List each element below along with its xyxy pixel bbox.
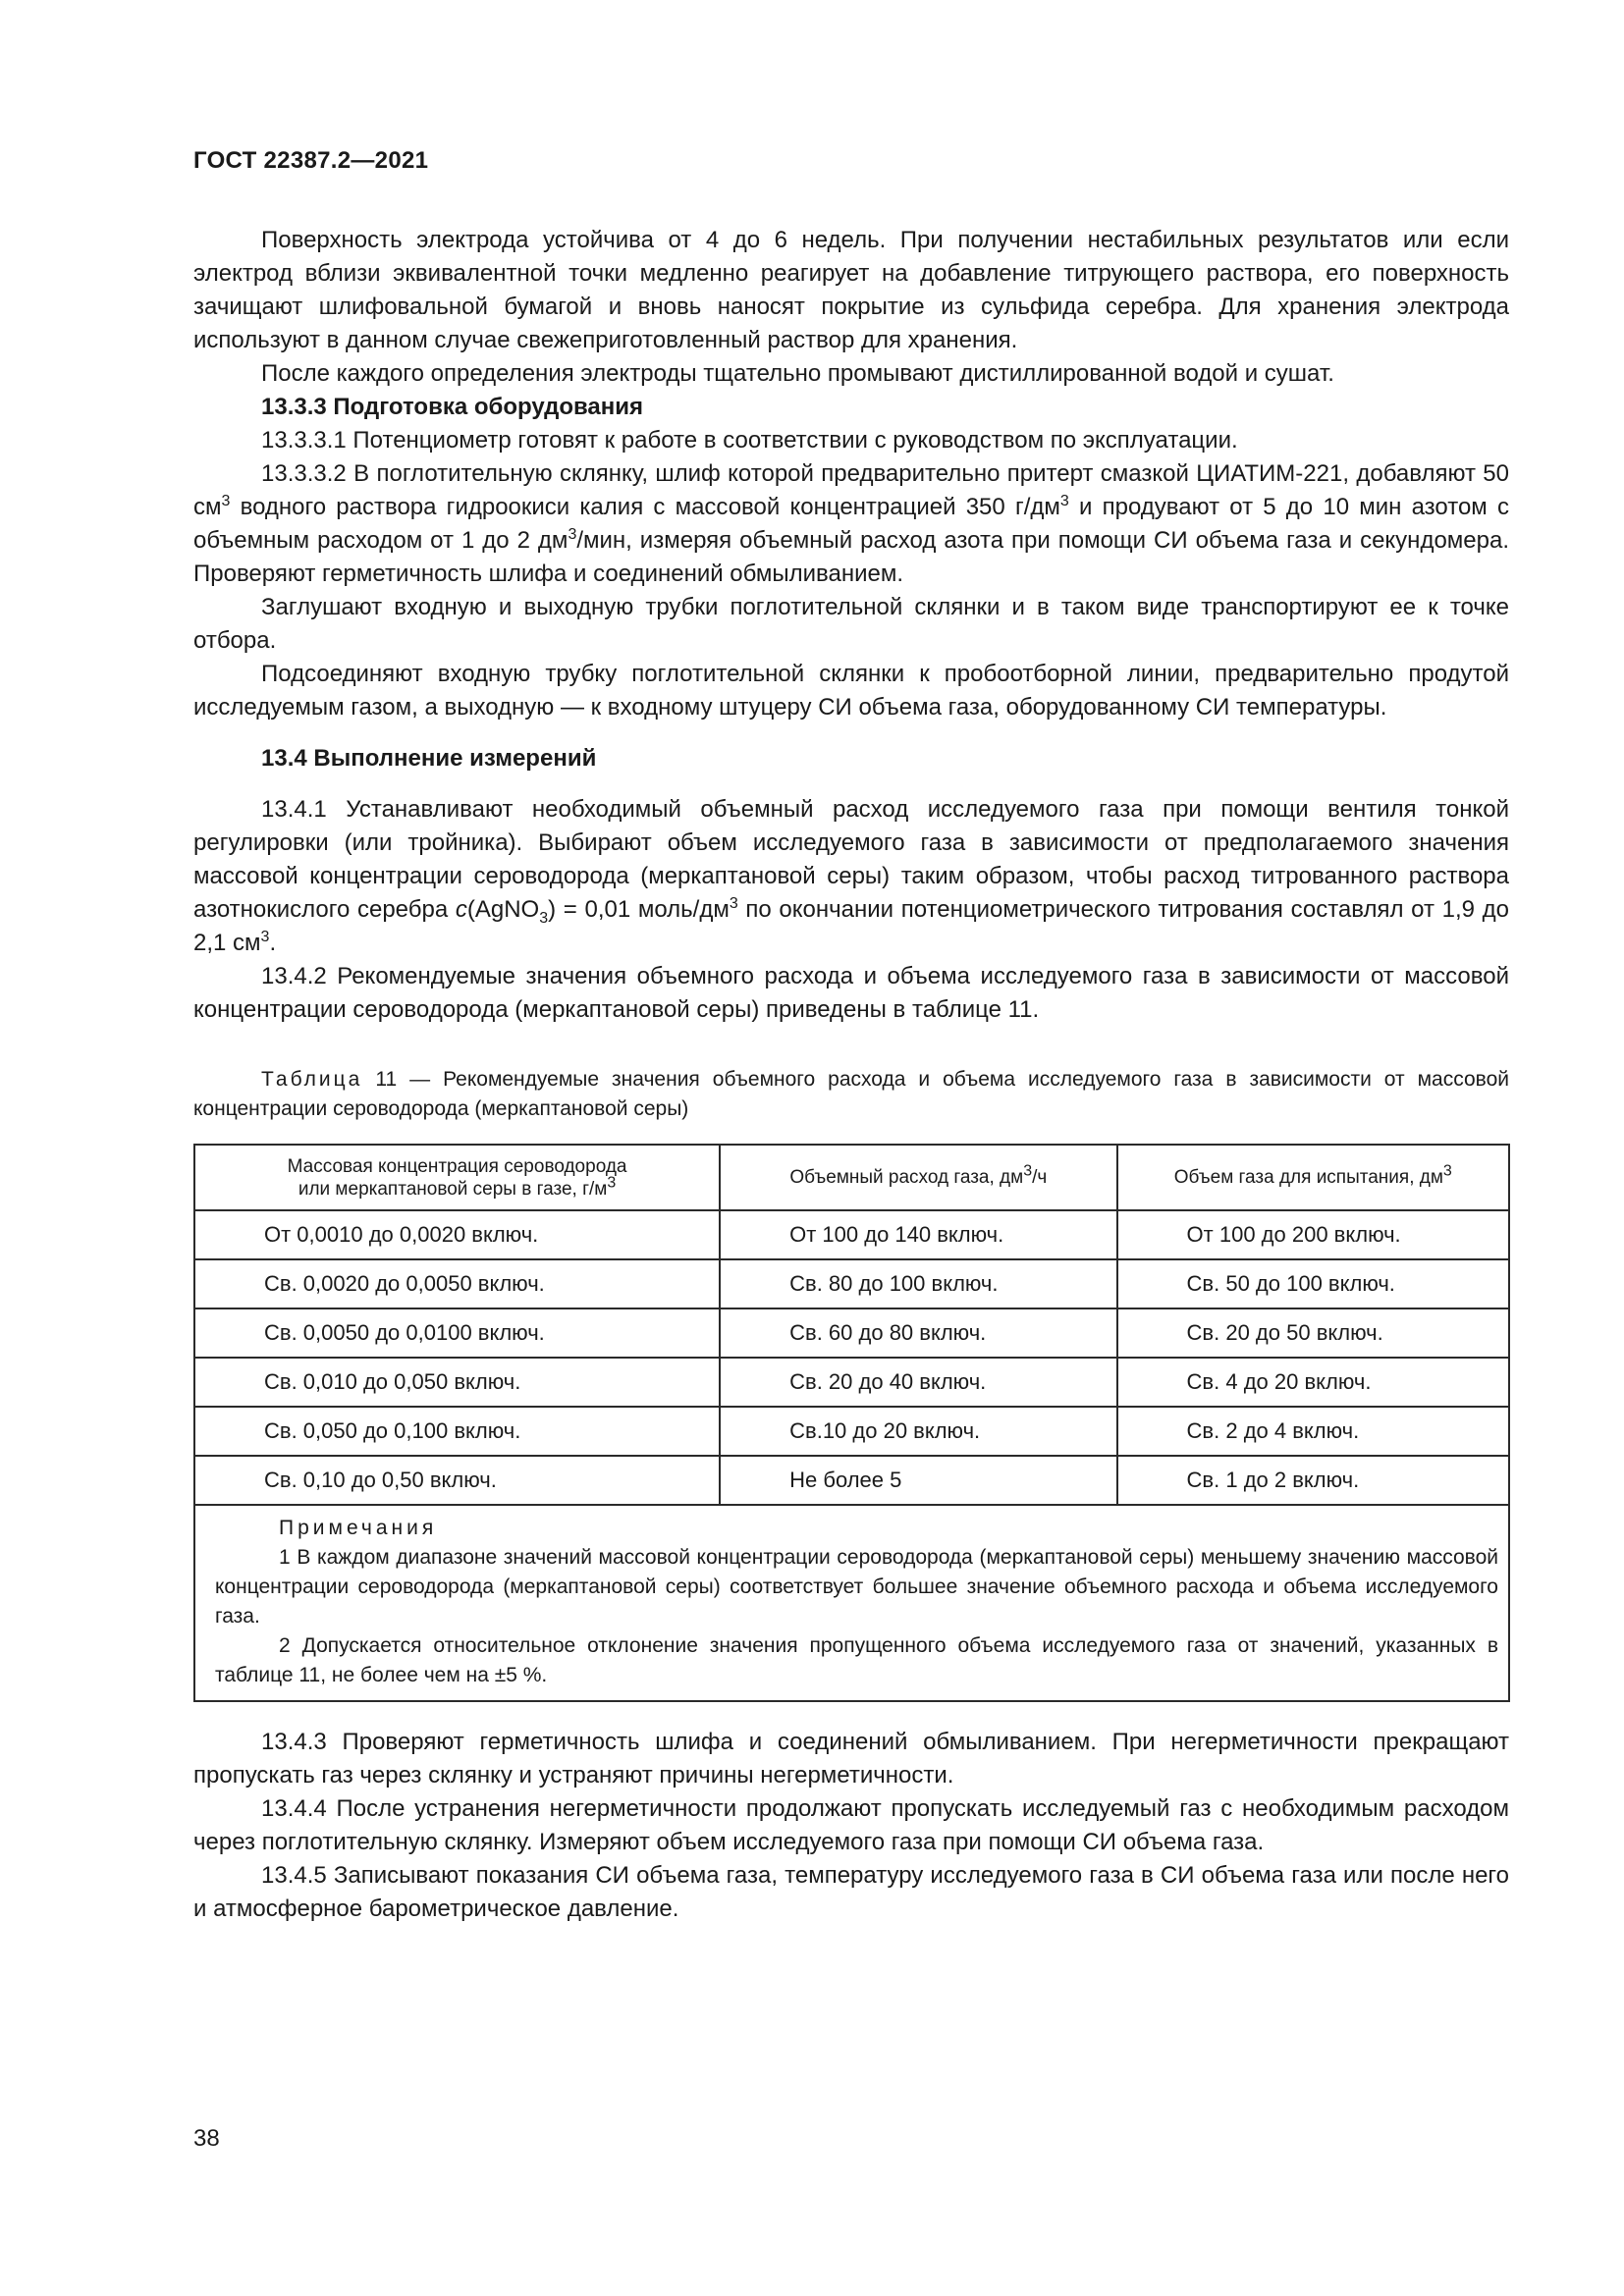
heading-13-3-3: 13.3.3 Подготовка оборудования (261, 394, 644, 420)
cell-gas-volume: От 100 до 200 включ. (1117, 1210, 1509, 1259)
cell-gas-volume: Св. 20 до 50 включ. (1117, 1308, 1509, 1358)
paragraph-electrode-surface: Поверхность электрода устойчива от 4 до 6 недель. При получении нестабильных результатов или если электрод вблизи эквивалентной точки медленно реагирует на добавление титрующего раствора, его поверхность зачищают шлифовальной бумагой и вновь наносят покрытие из сульфида серебра. Для хранения электрода используют в данном случае свежеприготовленный раствор для хранения. (193, 227, 1509, 353)
col-header-concentration: Массовая концентрация сероводорода или меркаптановой серы в газе, $г/м^3$ (194, 1145, 720, 1210)
notes-heading: Примечания (279, 1517, 438, 1539)
heading-13-4: 13.4 Выполнение измерений (261, 745, 597, 772)
cell-gas-volume: Св. 50 до 100 включ. (1117, 1259, 1509, 1308)
paragraph-13-4-1: 13.4.1 Устанавливают необходимый объемный расход исследуемого газа при помощи вентиля тонкой регулировки (или тройника). Выбирают объем исследуемого газа в зависимости от предполагаемого значения массовой концентрации сероводорода (меркаптановой серы) таким образом, чтобы расход титрованного раствора азотнокислого серебра c(AgNO$_3$) = 0,01 моль/$дм^3$ по окончании потенциометрического титрования составлял от 1,9 до 2,1 $см^3$. (193, 796, 1509, 956)
table-row (194, 1210, 1509, 1259)
table-row (194, 1456, 1509, 1505)
cell-concentration: Св. 0,010 до 0,050 включ. (194, 1358, 720, 1407)
paragraph-plug-tubes: Заглушают входную и выходную трубки поглотительной склянки и в таком виде транспортируют ее к точке отбора. (193, 594, 1509, 654)
cell-flow-rate: От 100 до 140 включ. (720, 1210, 1116, 1259)
table-row (194, 1358, 1509, 1407)
cell-concentration: Св. 0,0050 до 0,0100 включ. (194, 1308, 720, 1358)
col-header-gas-volume: Объем газа для испытания, $дм^3$ (1117, 1145, 1509, 1210)
page-number: 38 (193, 2125, 220, 2152)
paragraph-electrode-wash: После каждого определения электроды тщательно промывают дистиллированной водой и сушат. (261, 360, 1334, 387)
text-block-bottom (193, 1726, 1509, 1926)
paragraph-13-4-4: 13.4.4 После устранения негерметичности продолжают пропускать исследуемый газ с необходимым расходом через поглотительную склянку. Измеряют объем исследуемого газа при помощи СИ объема газа. (193, 1795, 1509, 1855)
text-block-top (193, 224, 1509, 1027)
table-notes-row (194, 1505, 1509, 1701)
cell-flow-rate: Св. 20 до 40 включ. (720, 1358, 1116, 1407)
cell-concentration: От 0,0010 до 0,0020 включ. (194, 1210, 720, 1259)
cell-gas-volume: Св. 4 до 20 включ. (1117, 1358, 1509, 1407)
note-2: 2 Допускается относительное отклонение значения пропущенного объема исследуемого газа от значений, указанных в таблице 11, не более чем на ±5 %. (215, 1634, 1498, 1686)
cell-concentration: Св. 0,0020 до 0,0050 включ. (194, 1259, 720, 1308)
table-caption: Таблица 11 — Рекомендуемые значения объемного расхода и объема исследуемого газа в зависимости от массовой концентрации сероводорода (меркаптановой серы) (193, 1068, 1509, 1120)
table-header-row (194, 1145, 1509, 1210)
paragraph-13-4-2: 13.4.2 Рекомендуемые значения объемного расхода и объема исследуемого газа в зависимости от массовой концентрации сероводорода (меркаптановой серы) приведены в таблице 11. (193, 963, 1509, 1023)
cell-flow-rate: Не более 5 (720, 1456, 1116, 1505)
paragraph-13-4-5: 13.4.5 Записывают показания СИ объема газа, температуру исследуемого газа в СИ объема газа или после него и атмосферное барометрическое давление. (193, 1862, 1509, 1922)
standard-code-header: ГОСТ 22387.2—2021 (193, 147, 429, 174)
recommended-values-table (193, 1144, 1510, 1702)
col-header-flow-rate: Объемный расход газа, $дм^3/ч$ (720, 1145, 1116, 1210)
table-row (194, 1308, 1509, 1358)
cell-flow-rate: Св. 60 до 80 включ. (720, 1308, 1116, 1358)
paragraph-connect-tube: Подсоединяют входную трубку поглотительной склянки к пробоотборной линии, предварительно продутой исследуемым газом, а выходную — к входному штуцеру СИ объема газа, оборудованному СИ температуры. (193, 661, 1509, 721)
note-1: 1 В каждом диапазоне значений массовой концентрации сероводорода (меркаптановой серы) меньшему значению массовой концентрации сероводорода (меркаптановой серы) соответствует большее значение объемного расхода и объема исследуемого газа. (215, 1546, 1498, 1628)
paragraph-13-3-3-1: 13.3.3.1 Потенциометр готовят к работе в соответствии с руководством по эксплуатации. (261, 427, 1238, 454)
cell-flow-rate: Св. 80 до 100 включ. (720, 1259, 1116, 1308)
table-row (194, 1407, 1509, 1456)
paragraph-13-3-3-2: 13.3.3.2 В поглотительную склянку, шлиф которой предварительно притерт смазкой ЦИАТИМ-221, добавляют 50 $см^3$ водного раствора гидроокиси калия с массовой концентрацией 350 $г/дм^3$ и продувают от 5 до 10 мин азотом с объемным расходом от 1 до 2 $дм^3$/мин, измеряя объемный расход азота при помощи СИ объема газа и секундомера. Проверяют герметичность шлифа и соединений обмыливанием. (193, 460, 1510, 587)
cell-gas-volume: Св. 2 до 4 включ. (1117, 1407, 1509, 1456)
table-notes (194, 1505, 1509, 1701)
cell-concentration: Св. 0,050 до 0,100 включ. (194, 1407, 720, 1456)
cell-flow-rate: Св.10 до 20 включ. (720, 1407, 1116, 1456)
cell-gas-volume: Св. 1 до 2 включ. (1117, 1456, 1509, 1505)
paragraph-13-4-3: 13.4.3 Проверяют герметичность шлифа и соединений обмыливанием. При негерметичности прекращают пропускать газ через склянку и устраняют причины негерметичности. (193, 1729, 1509, 1789)
table-row (194, 1259, 1509, 1308)
cell-concentration: Св. 0,10 до 0,50 включ. (194, 1456, 720, 1505)
